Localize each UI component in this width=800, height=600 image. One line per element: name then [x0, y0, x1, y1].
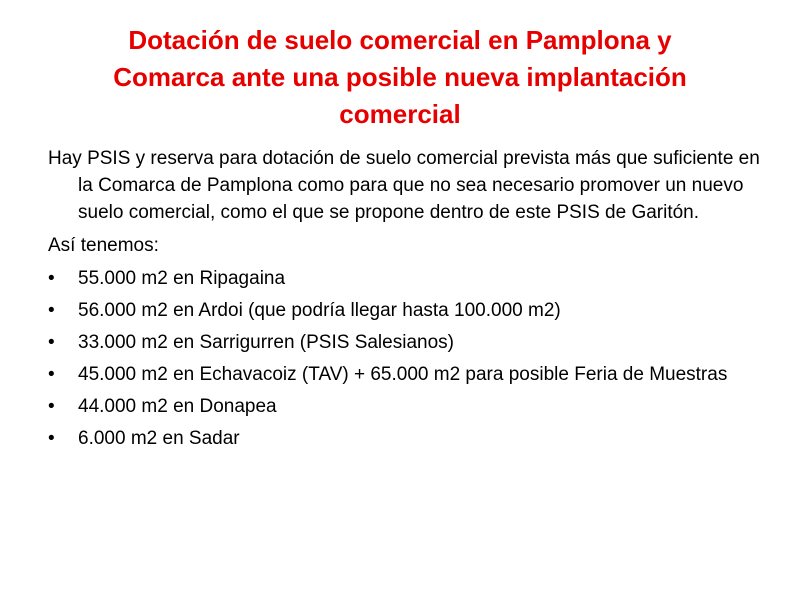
- list-item: [48, 329, 768, 356]
- bullet-list: [48, 265, 768, 452]
- list-item-text: 45.000 m2 en Echavacoiz (TAV) + 65.000 m2 para posible Feria de Muestras: [78, 364, 728, 385]
- list-item-text: 44.000 m2 en Donapea: [78, 396, 277, 417]
- bullet-icon: •: [48, 268, 55, 289]
- bullet-icon: •: [48, 300, 55, 321]
- bullet-icon: •: [48, 332, 55, 353]
- bullet-icon: •: [48, 364, 55, 385]
- bullet-icon: •: [48, 428, 55, 449]
- bullet-icon: •: [48, 396, 55, 417]
- list-item: [48, 265, 768, 292]
- list-item: [48, 425, 768, 452]
- list-item-text: 56.000 m2 en Ardoi (que podría llegar hasta 100.000 m2): [78, 300, 561, 321]
- title-line-1: Dotación de suelo comercial en Pamplona y: [128, 25, 672, 55]
- list-item: [48, 393, 768, 420]
- list-item-text: 33.000 m2 en Sarrigurren (PSIS Salesianos): [78, 332, 454, 353]
- lead-paragraph: Así tenemos:: [48, 235, 159, 256]
- title-line-3: comercial: [339, 99, 461, 129]
- list-item: [48, 297, 768, 324]
- slide-body: [48, 145, 768, 457]
- list-item-text: 6.000 m2 en Sadar: [78, 428, 240, 449]
- list-item: [48, 361, 768, 388]
- intro-paragraph: Hay PSIS y reserva para dotación de suelo comercial prevista más que suficiente en la Comarca de Pamplona como para que no sea necesario promover un nuevo suelo comercial, como el que se propone dentro de este PSIS de Garitón.: [48, 148, 760, 223]
- slide-title: [40, 22, 760, 133]
- list-item-text: 55.000 m2 en Ripagaina: [78, 268, 286, 289]
- title-line-2: Comarca ante una posible nueva implantación: [113, 62, 687, 92]
